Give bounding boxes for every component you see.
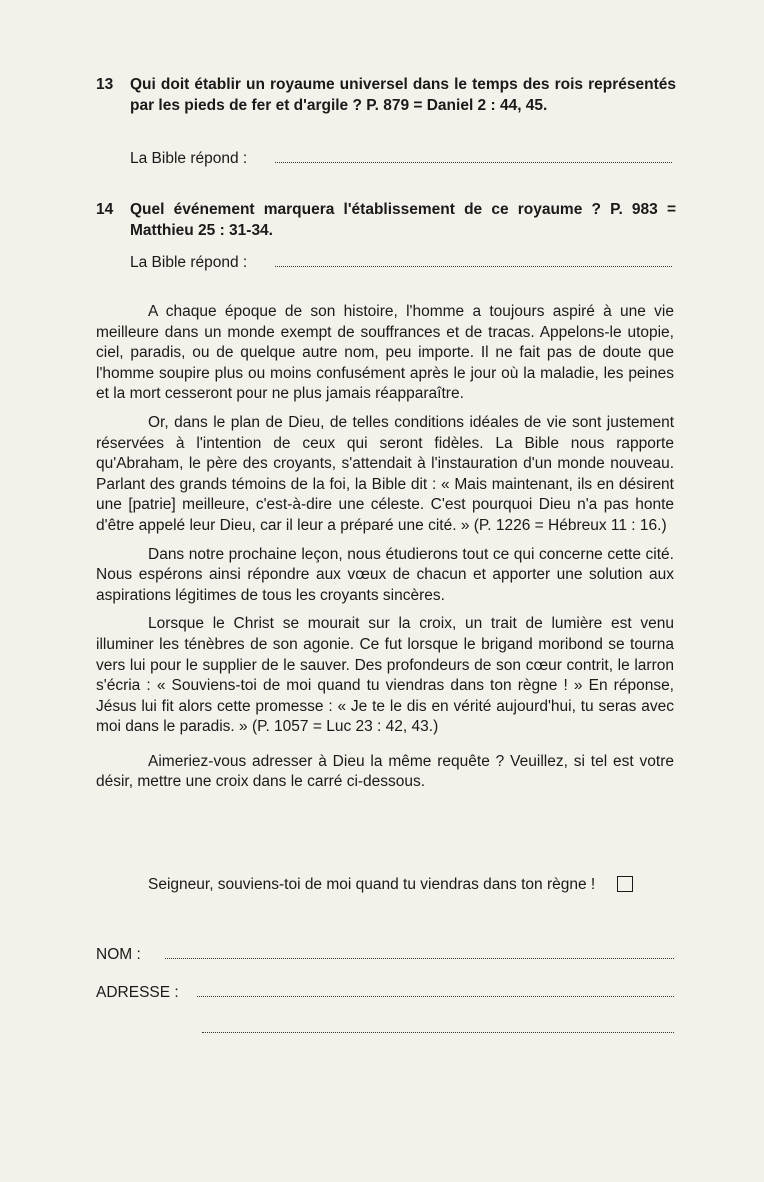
name-field-row	[96, 944, 674, 964]
paragraph: Lorsque le Christ se mourait sur la croix, un trait de lumière est venu illuminer les ténèbres de son agonie. Ce fut lorsque le brigand moribond se tourna vers lui pour le supplier de le sauver. Des profondeurs de son cœur contrit, le larron s'écria : « Souviens-toi de moi quand tu viendras dans ton règne ! » En réponse, Jésus lui fit alors cette promesse : « Je te le dis en vérité aujourd'hui, tu seras avec moi dans le paradis. » (P. 1057 = Luc 23 : 42, 43.)	[96, 615, 674, 736]
paragraph: Aimeriez-vous adresser à Dieu la même requête ? Veuillez, si tel est votre désir, mettre une croix dans le carré ci-dessous.	[96, 752, 674, 791]
question-number: 14	[96, 201, 114, 218]
answer-field[interactable]	[275, 148, 672, 163]
prayer	[148, 874, 676, 895]
question-text: Qui doit établir un royaume universel dans le temps des rois représentés par les pieds de fer et d'argile ? P. 879 = Daniel 2 : 44, 45.	[130, 76, 676, 114]
answer-line-13	[130, 148, 672, 168]
answer-line-14	[130, 252, 672, 272]
body-text	[96, 302, 674, 801]
paragraph: Dans notre prochaine leçon, nous étudierons tout ce qui concerne cette cité. Nous espérons ainsi répondre aux vœux de chacun et apporter une solution aux aspirations légitimes de tous les croyants sincères.	[96, 545, 674, 604]
question-text: Quel événement marquera l'établissement de ce royaume ? P. 983 = Matthieu 25 : 31-34.	[130, 201, 676, 239]
address-field-continuation[interactable]	[202, 1018, 674, 1033]
question-number: 13	[96, 76, 114, 93]
prayer-checkbox[interactable]	[617, 876, 633, 892]
answer-field[interactable]	[275, 252, 672, 267]
name-label: NOM :	[96, 946, 141, 963]
answer-label: La Bible répond :	[130, 254, 248, 271]
answer-label: La Bible répond :	[130, 150, 248, 167]
question-13	[96, 74, 676, 116]
question-14	[96, 199, 676, 241]
name-field[interactable]	[165, 944, 674, 959]
address-field-row	[96, 982, 674, 1002]
address-field-line-2[interactable]	[202, 1018, 674, 1033]
paragraph: Or, dans le plan de Dieu, de telles conditions idéales de vie sont justement réservées à l'intention de ceux qui seront fidèles. La Bible nous rapporte qu'Abraham, le père des croyants, s'attendait à l'instauration d'un monde nouveau. Parlant des grands témoins de la foi, la Bible dit : « Mais maintenant, ils en désirent une [patrie] meilleure, c'est-à-dire une céleste. C'est pourquoi Dieu n'a pas honte d'être appelé leur Dieu, car il leur a préparé une cité. » (P. 1226 = Hébreux 11 : 16.)	[96, 413, 674, 534]
paragraph: A chaque époque de son histoire, l'homme a toujours aspiré à une vie meilleure dans un monde exempt de souffrances et de tracas. Appelons-le utopie, ciel, paradis, ou de quelque autre nom, peu importe. Il ne fait pas de doute que l'homme soupire plus ou moins confusément après le jour où la maladie, les peines et la mort cesseront pour ne plus jamais réapparaître.	[96, 303, 674, 403]
prayer-text: Seigneur, souviens-toi de moi quand tu viendras dans ton règne !	[148, 876, 596, 893]
address-label: ADRESSE :	[96, 984, 179, 1001]
address-field[interactable]	[197, 982, 674, 997]
